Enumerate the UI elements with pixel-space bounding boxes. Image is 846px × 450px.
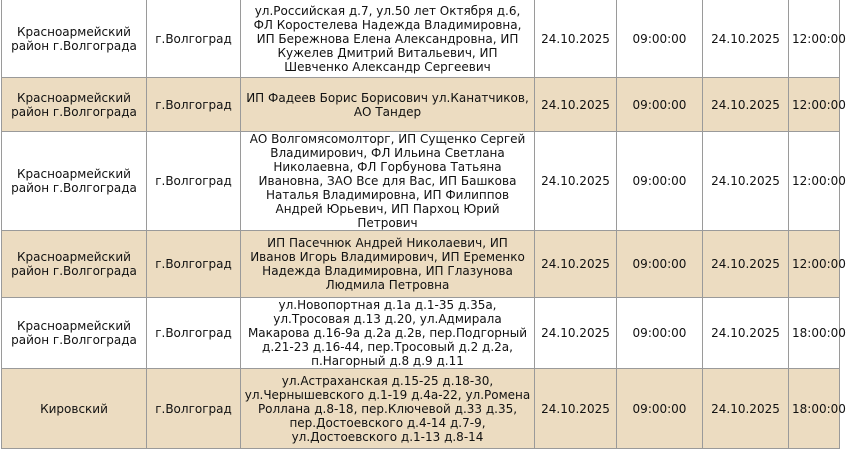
end-time-cell: 12:00:00 xyxy=(789,231,840,298)
end-date-cell: 24.10.2025 xyxy=(703,369,789,449)
district-cell: Красноармейский район г.Волгограда xyxy=(2,231,147,298)
district-cell: Красноармейский район г.Волгограда xyxy=(2,78,147,132)
start-date-cell: 24.10.2025 xyxy=(535,78,617,132)
end-time-cell: 12:00:00 xyxy=(789,0,840,78)
start-date-cell: 24.10.2025 xyxy=(535,231,617,298)
outage-schedule-table xyxy=(1,0,846,449)
start-time-cell: 09:00:00 xyxy=(617,369,703,449)
start-time-cell: 09:00:00 xyxy=(617,78,703,132)
table-row xyxy=(2,231,840,298)
city-cell: г.Волгоград xyxy=(147,132,241,231)
city-cell: г.Волгоград xyxy=(147,0,241,78)
district-cell: Кировский xyxy=(2,369,147,449)
city-cell: г.Волгоград xyxy=(147,231,241,298)
city-cell: г.Волгоград xyxy=(147,298,241,369)
end-date-cell: 24.10.2025 xyxy=(703,231,789,298)
start-time-cell: 09:00:00 xyxy=(617,298,703,369)
table-row xyxy=(2,298,840,369)
address-cell: АО Волгомясомолторг, ИП Сущенко Сергей Владимирович, ФЛ Ильина Светлана Николаевна, ФЛ Горбунова Татьяна Ивановна, ЗАО Все для Вас, ИП Башкова Наталья Владимировна, ИП Филиппов Андрей Юрьевич, ИП Пархоц Юрий Петрович xyxy=(241,132,535,231)
start-date-cell: 24.10.2025 xyxy=(535,298,617,369)
end-time-cell: 12:00:00 xyxy=(789,78,840,132)
city-cell: г.Волгоград xyxy=(147,78,241,132)
address-cell: ул.Российская д.7, ул.50 лет Октября д.6, ФЛ Коростелева Надежда Владимировна, ИП Бережнова Елена Александровна, ИП Кужелев Дмитрий Витальевич, ИП Шевченко Александр Сергеевич xyxy=(241,0,535,78)
start-time-cell: 09:00:00 xyxy=(617,132,703,231)
table-row xyxy=(2,369,840,449)
start-date-cell: 24.10.2025 xyxy=(535,132,617,231)
address-cell: ИП Пасечнюк Андрей Николаевич, ИП Иванов Игорь Владимирович, ИП Еременко Надежда Владимировна, ИП Глазунова Людмила Петровна xyxy=(241,231,535,298)
end-date-cell: 24.10.2025 xyxy=(703,298,789,369)
end-time-cell: 18:00:00 xyxy=(789,369,840,449)
end-date-cell: 24.10.2025 xyxy=(703,0,789,78)
district-cell: Красноармейский район г.Волгограда xyxy=(2,298,147,369)
table-row xyxy=(2,132,840,231)
start-time-cell: 09:00:00 xyxy=(617,0,703,78)
end-time-cell: 12:00:00 xyxy=(789,132,840,231)
end-date-cell: 24.10.2025 xyxy=(703,132,789,231)
address-cell: ул.Астраханская д.15-25 д.18-30, ул.Чернышевского д.1-19 д.4а-22, ул.Ромена Роллана д.8-18, пер.Ключевой д.33 д.35, пер.Достоевского д.4-14 д.7-9, ул.Достоевского д.1-13 д.8-14 xyxy=(241,369,535,449)
address-cell: ул.Новопортная д.1а д.1-35 д.35а, ул.Тросовая д.13 д.20, ул.Адмирала Макарова д.16-9а д.2а д.2в, пер.Подгорный д.21-23 д.16-44, пер.Тросовый д.2 д.2а, п.Нагорный д.8 д.9 д.11 xyxy=(241,298,535,369)
district-cell: Красноармейский район г.Волгограда xyxy=(2,0,147,78)
end-time-cell: 18:00:00 xyxy=(789,298,840,369)
end-date-cell: 24.10.2025 xyxy=(703,78,789,132)
address-cell: ИП Фадеев Борис Борисович ул.Канатчиков, АО Тандер xyxy=(241,78,535,132)
start-time-cell: 09:00:00 xyxy=(617,231,703,298)
start-date-cell: 24.10.2025 xyxy=(535,0,617,78)
table-row xyxy=(2,0,840,78)
table-row xyxy=(2,78,840,132)
city-cell: г.Волгоград xyxy=(147,369,241,449)
district-cell: Красноармейский район г.Волгограда xyxy=(2,132,147,231)
start-date-cell: 24.10.2025 xyxy=(535,369,617,449)
